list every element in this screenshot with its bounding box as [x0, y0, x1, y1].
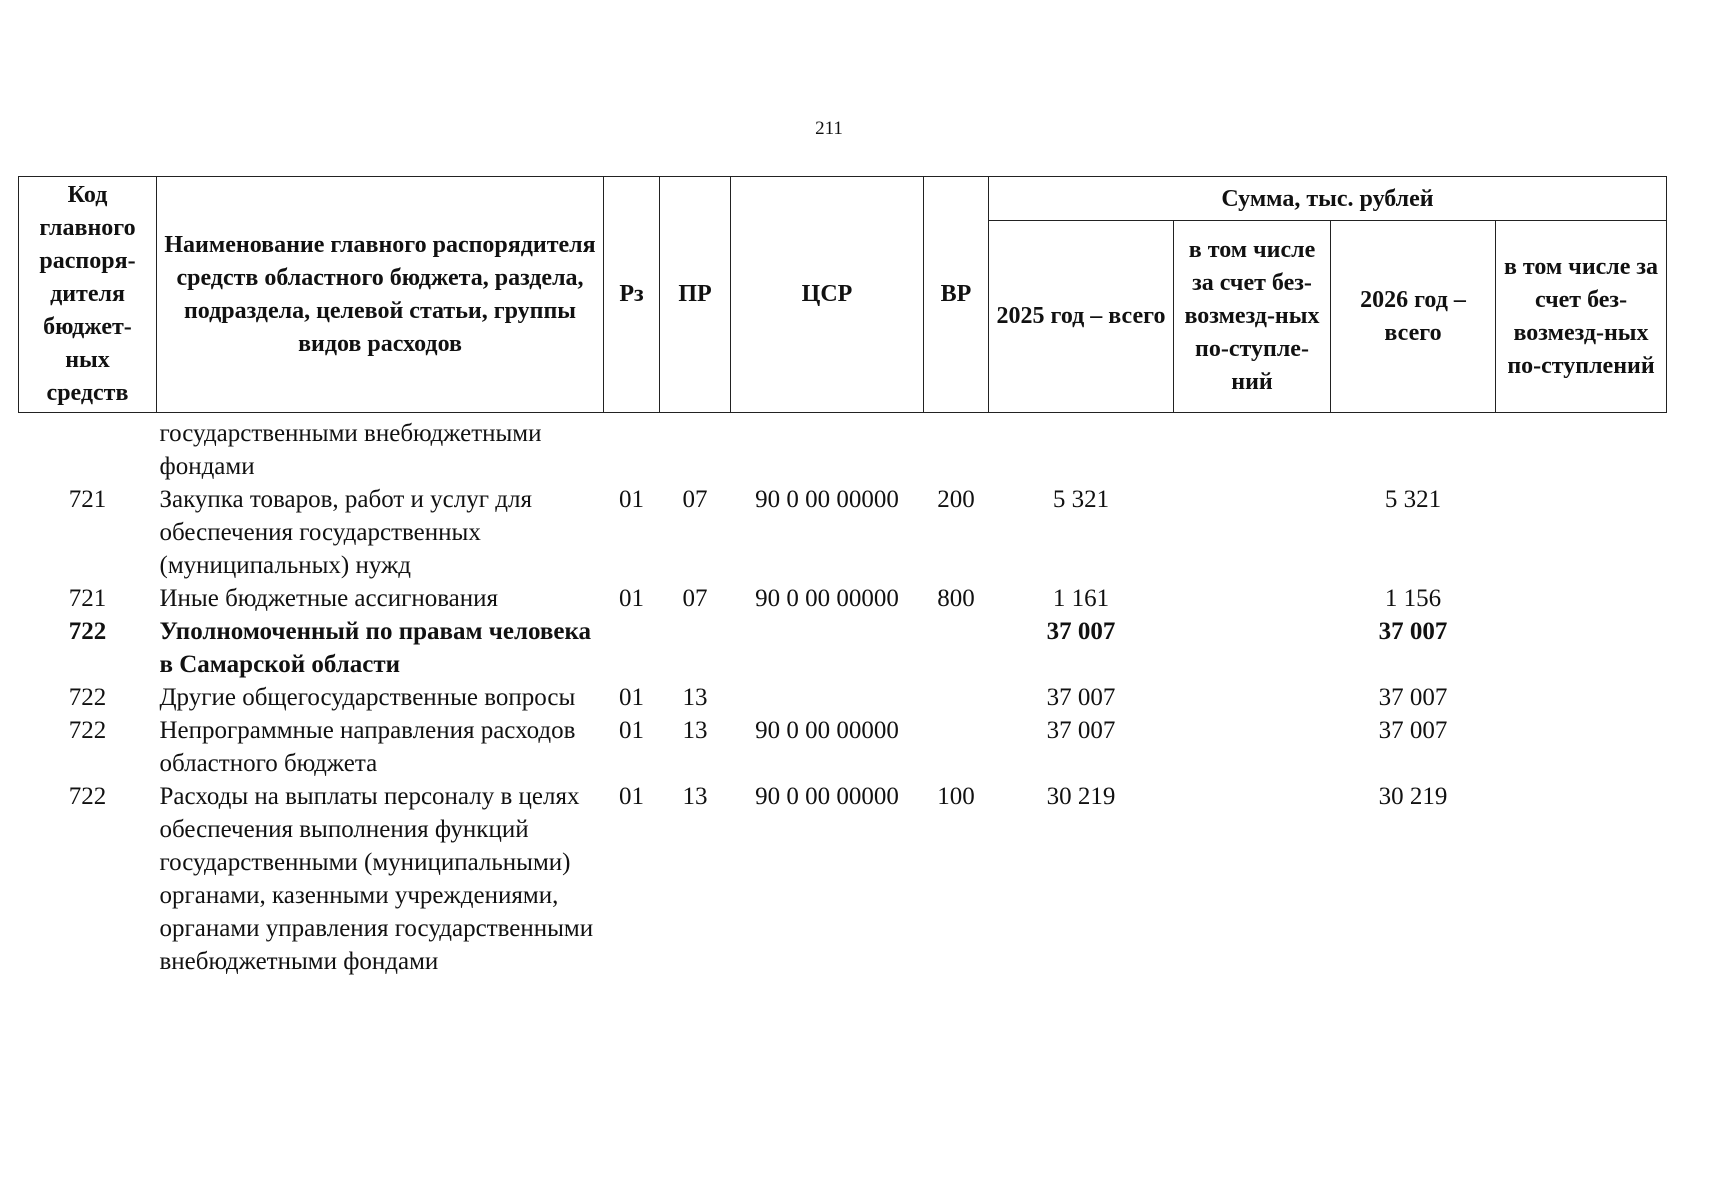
cell-2025-grants [1174, 681, 1331, 714]
cell-name: Непрограммные направления расходов областного бюджета [159, 717, 576, 777]
header-sum: Сумма, тыс. рублей [989, 177, 1667, 221]
cell-2026-grants [1496, 413, 1667, 484]
cell-2025-total: 37 007 [1046, 684, 1116, 711]
cell-code: 722 [68, 783, 107, 810]
header-rz: Рз [604, 177, 660, 413]
table-row [19, 582, 1667, 615]
header-2026-total: 2026 год – всего [1331, 221, 1496, 413]
cell-2026-total: 37 007 [1378, 717, 1448, 744]
cell-pr [660, 413, 731, 484]
cell-2026-grants [1496, 681, 1667, 714]
cell-name: Иные бюджетные ассигнования [159, 585, 499, 612]
cell-rz: 01 [619, 783, 644, 810]
header-2025-grants: в том числе за счет без-возмезд-ных по-ступле-ний [1174, 221, 1331, 413]
cell-csr [731, 681, 924, 714]
cell-vr [924, 681, 989, 714]
cell-vr [924, 413, 989, 484]
cell-rz: 01 [619, 717, 644, 744]
cell-csr: 90 0 00 00000 [755, 585, 899, 612]
cell-2025-total: 30 219 [1046, 783, 1116, 810]
header-code: Код главного распоря-дителя бюджет-ных средств [19, 177, 157, 413]
cell-2026-total: 1 156 [1384, 585, 1442, 612]
cell-2026-total: 5 321 [1384, 486, 1442, 513]
cell-2025-grants [1174, 780, 1331, 978]
table-row [19, 413, 1667, 484]
table-row [19, 483, 1667, 582]
cell-2025-total [989, 413, 1174, 484]
cell-vr: 200 [937, 486, 975, 513]
cell-code: 722 [68, 684, 107, 711]
cell-pr [660, 615, 731, 681]
cell-csr: 90 0 00 00000 [755, 486, 899, 513]
cell-vr: 800 [937, 585, 975, 612]
cell-2025-total: 37 007 [1046, 618, 1116, 645]
cell-pr: 13 [682, 783, 708, 810]
cell-2026-total: 30 219 [1378, 783, 1448, 810]
cell-pr: 13 [682, 684, 708, 711]
header-2025-total: 2025 год – всего [989, 221, 1174, 413]
cell-2026-grants [1496, 615, 1667, 681]
cell-code [19, 413, 157, 484]
cell-2025-grants [1174, 714, 1331, 780]
cell-2025-grants [1174, 615, 1331, 681]
cell-2026-total: 37 007 [1378, 618, 1448, 645]
cell-csr: 90 0 00 00000 [755, 717, 899, 744]
cell-2025-total: 1 161 [1052, 585, 1110, 612]
cell-csr [731, 413, 924, 484]
cell-csr [731, 615, 924, 681]
cell-code: 721 [68, 486, 107, 513]
table-row [19, 615, 1667, 681]
cell-pr: 07 [682, 585, 708, 612]
cell-2025-total: 37 007 [1046, 717, 1116, 744]
header-csr: ЦСР [731, 177, 924, 413]
cell-2026-total: 37 007 [1378, 684, 1448, 711]
cell-name: Уполномоченный по правам человека в Самарской области [159, 618, 592, 678]
cell-name: государственными внебюджетными фондами [159, 420, 542, 480]
table-row [19, 780, 1667, 978]
header-vr: ВР [924, 177, 989, 413]
cell-pr: 13 [682, 717, 708, 744]
cell-rz [604, 615, 660, 681]
cell-2026-grants [1496, 483, 1667, 582]
table-row [19, 714, 1667, 780]
cell-2025-grants [1174, 582, 1331, 615]
cell-2025-total: 5 321 [1052, 486, 1110, 513]
table-row [19, 681, 1667, 714]
cell-rz: 01 [619, 684, 644, 711]
cell-name: Закупка товаров, работ и услуг для обеспечения государственных (муниципальных) нужд [159, 486, 532, 579]
cell-name: Другие общегосударственные вопросы [159, 684, 576, 711]
page-number: 211 [815, 118, 843, 139]
header-name: Наименование главного распорядителя средств областного бюджета, раздела, подраздела, целевой статьи, группы видов расходов [157, 177, 604, 413]
cell-2026-total [1331, 413, 1496, 484]
cell-name: Расходы на выплаты персоналу в целях обеспечения выполнения функций государственными (муниципальными) органами, казенными учреждениями, органами управления государственными внебюджетными фондами [159, 783, 594, 975]
header-2026-grants: в том числе за счет без-возмезд-ных по-ступлений [1496, 221, 1667, 413]
cell-vr [924, 714, 989, 780]
cell-2026-grants [1496, 582, 1667, 615]
header-pr: ПР [660, 177, 731, 413]
cell-code: 722 [68, 618, 107, 645]
cell-2025-grants [1174, 413, 1331, 484]
cell-2026-grants [1496, 780, 1667, 978]
cell-2025-grants [1174, 483, 1331, 582]
cell-vr: 100 [937, 783, 975, 810]
cell-2026-grants [1496, 714, 1667, 780]
cell-code: 722 [68, 717, 107, 744]
budget-table [18, 176, 1667, 978]
cell-code: 721 [68, 585, 107, 612]
cell-vr [924, 615, 989, 681]
cell-rz: 01 [619, 585, 644, 612]
cell-csr: 90 0 00 00000 [755, 783, 899, 810]
cell-pr: 07 [682, 486, 708, 513]
cell-rz [604, 413, 660, 484]
cell-rz: 01 [619, 486, 644, 513]
